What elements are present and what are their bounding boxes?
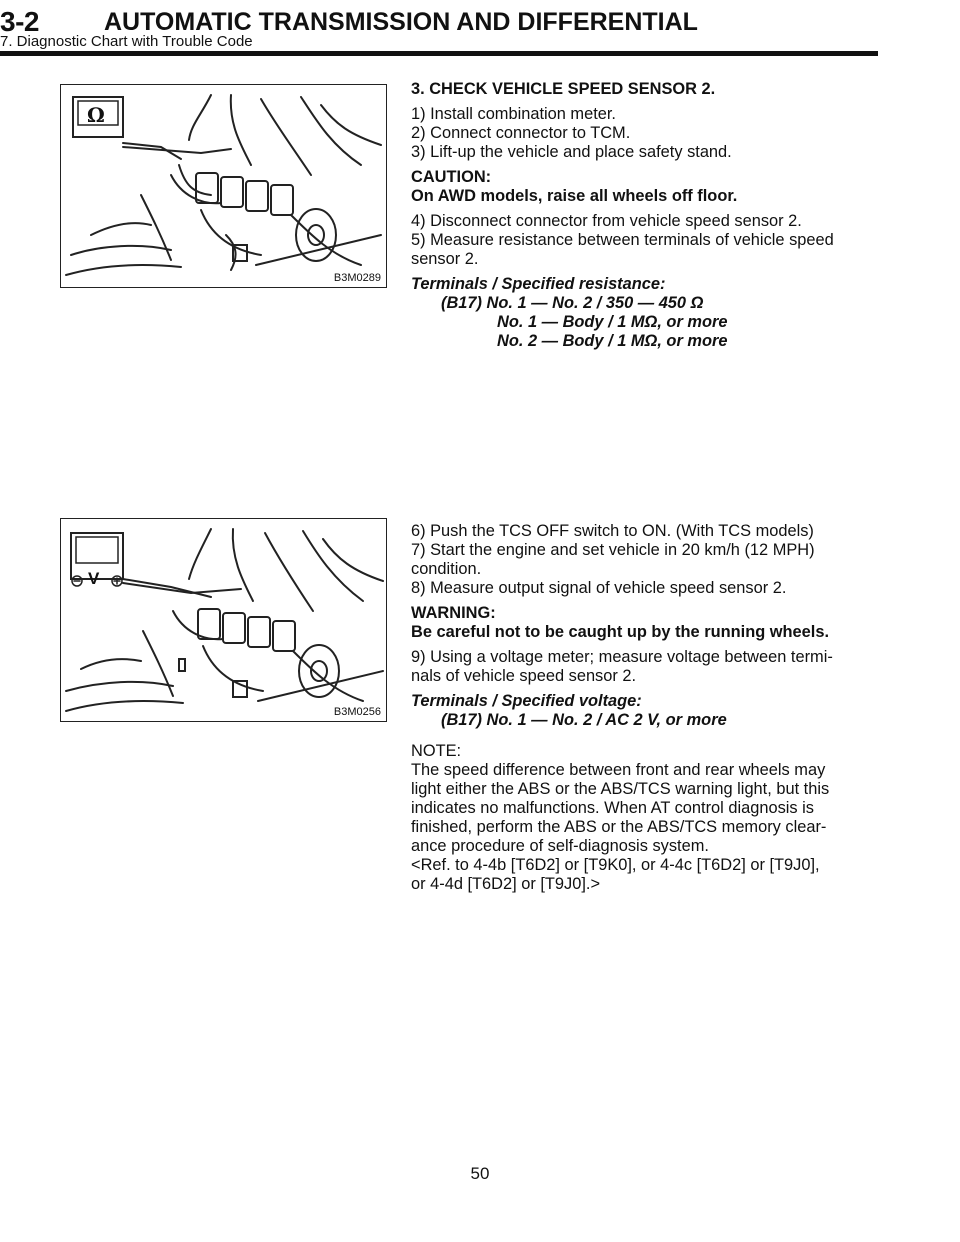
section-subtitle: 7. Diagnostic Chart with Trouble Code (0, 33, 253, 50)
spec-line: No. 2 — Body / 1 MΩ, or more (497, 332, 728, 350)
ohmmeter-wiring-illustration (61, 85, 386, 287)
note-line: finished, perform the ABS or the ABS/TCS memory clear- (411, 818, 827, 836)
warning-text: Be careful not to be caught up by the running wheels. (411, 623, 829, 641)
spec-line: (B17) No. 1 — No. 2 / 350 — 450 Ω (441, 294, 704, 312)
warning-title: WARNING: (411, 604, 496, 622)
page-header (0, 0, 960, 60)
header-rule (0, 51, 878, 56)
spec-block (411, 692, 877, 730)
step-item: condition. (411, 560, 482, 578)
step-item: 5) Measure resistance between terminals of vehicle speed (411, 231, 834, 249)
caution-title: CAUTION: (411, 168, 492, 186)
step-list (411, 105, 877, 162)
figure-resistance-measurement (60, 84, 387, 288)
note-line: or 4-4d [T6D2] or [T9J0].> (411, 875, 601, 893)
step-item: 7) Start the engine and set vehicle in 20 km/h (12 MPH) (411, 541, 815, 559)
step-item: 9) Using a voltage meter; measure voltage between termi- (411, 648, 833, 666)
step-list (411, 648, 877, 686)
spec-title: Terminals / Specified resistance: (411, 275, 666, 293)
check-vss2-section (411, 80, 877, 357)
step-item: 3) Lift-up the vehicle and place safety stand. (411, 143, 732, 161)
note-line: The speed difference between front and rear wheels may (411, 761, 826, 779)
step-item: 2) Connect connector to TCM. (411, 124, 631, 142)
spec-line: No. 1 — Body / 1 MΩ, or more (497, 313, 728, 331)
step-list (411, 212, 877, 269)
caution-block (411, 168, 877, 206)
step-list (411, 522, 877, 598)
step-item: 6) Push the TCS OFF switch to ON. (With TCS models) (411, 522, 814, 540)
section-title: AUTOMATIC TRANSMISSION AND DIFFERENTIAL (104, 8, 698, 36)
step-item: sensor 2. (411, 250, 479, 268)
step-heading: 3. CHECK VEHICLE SPEED SENSOR 2. (411, 80, 716, 98)
volt-symbol: V (88, 569, 100, 588)
figure-voltage-measurement (60, 518, 387, 722)
step-item: 8) Measure output signal of vehicle speed sensor 2. (411, 579, 787, 597)
spec-block (411, 275, 877, 351)
note-block (411, 742, 877, 894)
ohm-symbol: Ω (87, 103, 105, 127)
spec-line: (B17) No. 1 — No. 2 / AC 2 V, or more (441, 711, 727, 729)
measure-output-signal-section (411, 522, 877, 900)
step-item: 4) Disconnect connector from vehicle speed sensor 2. (411, 212, 802, 230)
note-line: ance procedure of self-diagnosis system. (411, 837, 709, 855)
figure-label: B3M0289 (333, 272, 381, 284)
warning-block (411, 604, 877, 642)
note-line: <Ref. to 4-4b [T6D2] or [T9K0], or 4-4c [T6D2] or [T9J0], (411, 856, 820, 874)
section-number: 3-2 (0, 6, 39, 37)
note-line: light either the ABS or the ABS/TCS warning light, but this (411, 780, 830, 798)
voltmeter-wiring-illustration (61, 519, 386, 721)
page-number: 50 (470, 1164, 490, 1183)
note-line: indicates no malfunctions. When AT control diagnosis is (411, 799, 814, 817)
spec-title: Terminals / Specified voltage: (411, 692, 642, 710)
step-item: 1) Install combination meter. (411, 105, 616, 123)
note-title: NOTE: (411, 742, 462, 760)
caution-text: On AWD models, raise all wheels off floor. (411, 187, 738, 205)
figure-label: B3M0256 (333, 706, 381, 718)
step-item: nals of vehicle speed sensor 2. (411, 667, 637, 685)
